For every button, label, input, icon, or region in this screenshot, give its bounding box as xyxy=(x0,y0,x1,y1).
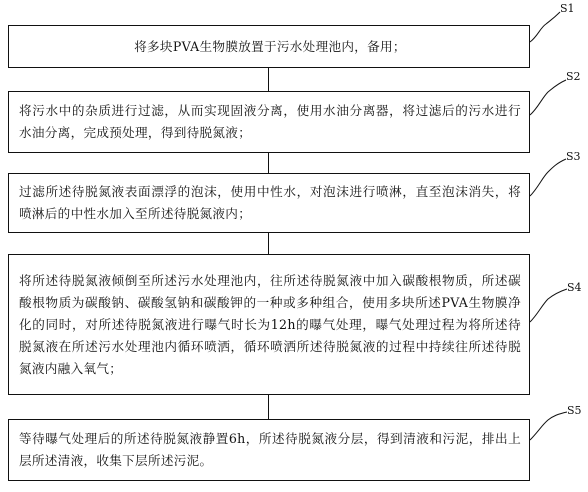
step-label-s1: S1 xyxy=(560,2,575,15)
step-text-s3: 过滤所述待脱氮液表面漂浮的泡沫，使用中性水，对泡沫进行喷淋，直至泡沫消失，将喷淋后的中性水加入至所述待脱氮液内； xyxy=(19,184,521,221)
step-label-s2: S2 xyxy=(566,70,581,83)
leader-line-s1 xyxy=(530,12,560,42)
leader-line-s2 xyxy=(530,80,566,115)
step-text-s2: 将污水中的杂质进行过滤，从而实现固液分离，使用水油分离器，将过滤后的污水进行水油分离，完成预处理，得到待脱氮液； xyxy=(19,103,521,140)
step-label-s3: S3 xyxy=(566,150,581,163)
leader-line-s3 xyxy=(530,159,566,196)
step-label-s4: S4 xyxy=(567,281,582,294)
step-text-s5: 等待曝气处理后的所述待脱氮液静置6h，所述待脱氮液分层，得到清液和污泥，排出上层所述清液，收集下层所述污泥。 xyxy=(19,431,521,468)
step-text-s4: 将所述待脱氮液倾倒至所述污水处理池内，往所述待脱氮液中加入碳酸根物质，所述碳酸根物质为碳酸钠、碳酸氢钠和碳酸钾的一种或多种组合，使用多块所述PVA生物膜净化的同时，对所述待脱氮液进行曝气时长为12h的曝气处理，曝气处理过程为将所述待脱氮液在所述污水处理池内循环喷洒，循环喷洒所述待脱氮液的过程中持续往所述待脱氮液内融入氧气； xyxy=(19,272,521,376)
leader-line-s5 xyxy=(530,412,567,440)
leader-line-s4 xyxy=(530,289,567,322)
step-text-s1: 将多块PVA生物膜放置于污水处理池内，备用； xyxy=(134,38,406,54)
step-label-s5: S5 xyxy=(567,404,582,417)
